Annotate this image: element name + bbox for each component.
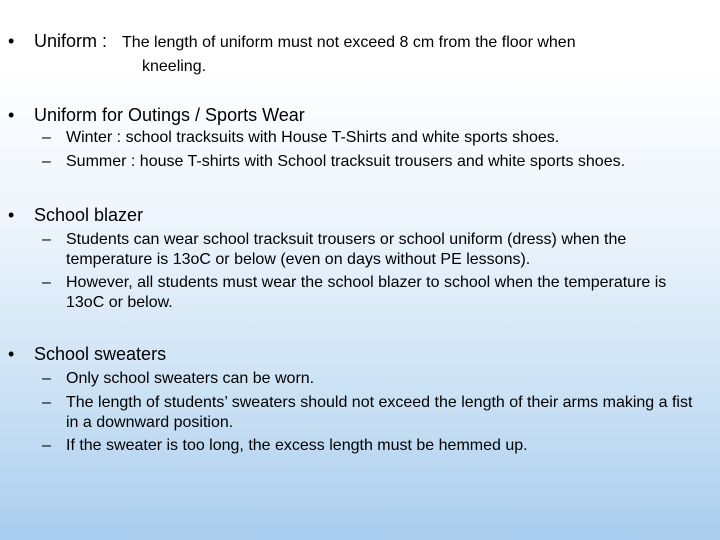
section-heading: Uniform : <box>34 31 108 51</box>
dash-icon: – <box>42 153 51 170</box>
section-continuation: kneeling. <box>142 58 207 75</box>
section-heading: School blazer <box>34 205 144 225</box>
dash-icon: – <box>42 129 51 146</box>
dash-icon: – <box>42 394 51 411</box>
list-item: The length of students’ sweaters should not exceed the length of their arms making a fist in a downward position. <box>66 394 693 431</box>
list-item: Summer : house T-shirts with School tracksuit trousers and white sports shoes. <box>66 153 626 170</box>
bullet-icon: • <box>8 205 15 225</box>
section-heading: Uniform for Outings / Sports Wear <box>34 105 305 125</box>
list-item: However, all students must wear the school blazer to school when the temperature is 13oC or below. <box>66 274 667 311</box>
section-heading: School sweaters <box>34 344 167 364</box>
section-uniform <box>34 30 576 54</box>
bullet-icon: • <box>8 105 15 125</box>
bullet-icon: • <box>8 31 15 51</box>
section-inline-text: The length of uniform must not exceed 8 cm from the floor when <box>122 34 576 51</box>
list-item: Winter : school tracksuits with House T-Shirts and white sports shoes. <box>66 129 560 146</box>
dash-icon: – <box>42 231 51 248</box>
list-item: Only school sweaters can be worn. <box>66 370 315 387</box>
dash-icon: – <box>42 437 51 454</box>
dash-icon: – <box>42 370 51 387</box>
list-item: Students can wear school tracksuit trousers or school uniform (dress) when the temperature is 13oC or below (even on days without PE lessons). <box>66 231 627 268</box>
bullet-icon: • <box>8 344 15 364</box>
dash-icon: – <box>42 274 51 291</box>
list-item: If the sweater is too long, the excess length must be hemmed up. <box>66 437 528 454</box>
